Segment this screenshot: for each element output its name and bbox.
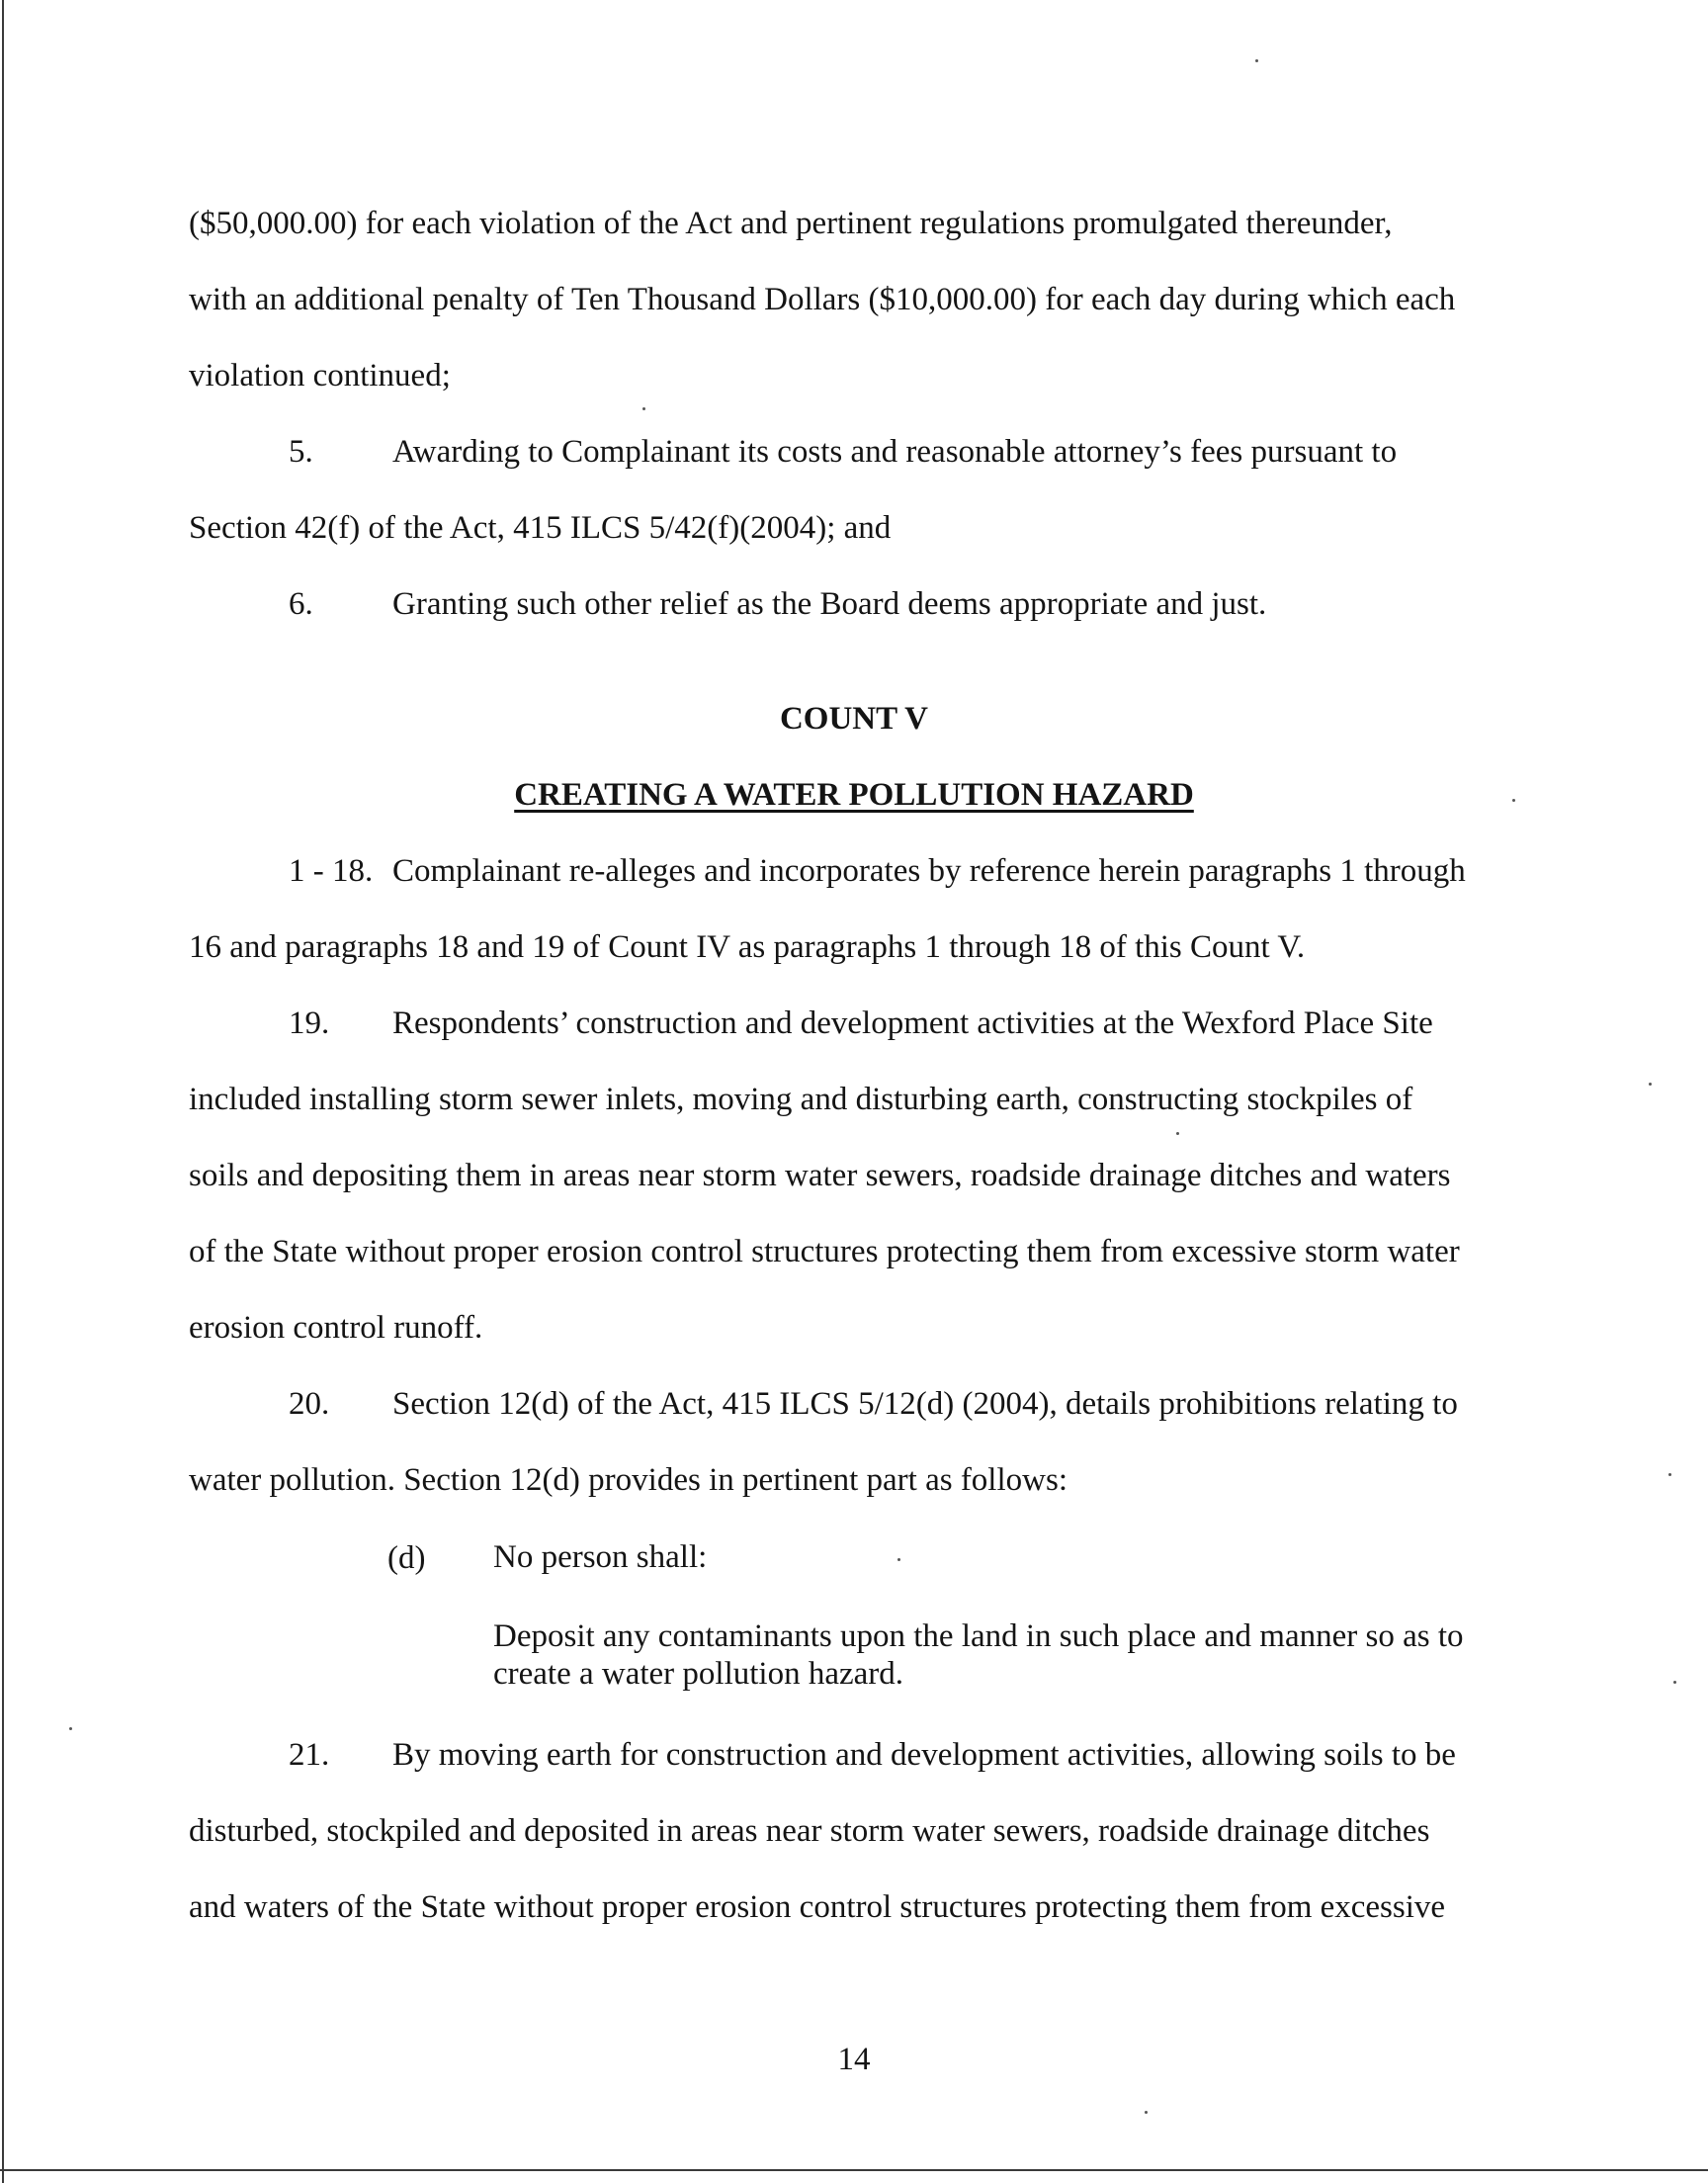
text-line: and waters of the State without proper erosion control structures protecting them from excessive: [189, 1889, 1446, 1925]
paragraph-number: 21.: [289, 1737, 330, 1773]
count-heading: COUNT V: [779, 701, 929, 737]
text-line: with an additional penalty of Ten Thousand Dollars ($10,000.00) for each day during which each: [189, 282, 1456, 317]
scan-speck: [1255, 59, 1258, 62]
text-line: Granting such other relief as the Board deems appropriate and just.: [392, 586, 1267, 622]
text-line: Complainant re-alleges and incorporates by reference herein paragraphs 1 through: [392, 853, 1466, 889]
text-line: Section 12(d) of the Act, 415 ILCS 5/12(d) (2004), details prohibitions relating to: [392, 1386, 1458, 1422]
page-number: 14: [837, 2042, 871, 2077]
text-line: Respondents’ construction and development activities at the Wexford Place Site: [392, 1005, 1433, 1041]
text-line: violation continued;: [189, 358, 451, 393]
text-line: 16 and paragraphs 18 and 19 of Count IV as paragraphs 1 through 18 of this Count V.: [189, 929, 1306, 965]
paragraph-number: 6.: [289, 586, 313, 622]
scan-speck: [1512, 799, 1515, 802]
scan-edge-left: [2, 0, 4, 2183]
quote-text: Deposit any contaminants upon the land in such place and manner so as to: [493, 1618, 1464, 1654]
text-line: included installing storm sewer inlets, moving and disturbing earth, constructing stockpiles of: [189, 1082, 1413, 1117]
scan-speck: [1668, 1473, 1671, 1476]
quote-text: create a water pollution hazard.: [493, 1656, 904, 1692]
paragraph-number: 19.: [289, 1005, 330, 1041]
scan-speck: [1176, 1132, 1179, 1135]
text-line: ($50,000.00) for each violation of the Act and pertinent regulations promulgated thereunder,: [189, 206, 1393, 241]
scan-speck: [897, 1558, 900, 1561]
text-line: of the State without proper erosion control structures protecting them from excessive storm water: [189, 1234, 1460, 1269]
text-line: Awarding to Complainant its costs and reasonable attorney’s fees pursuant to: [392, 434, 1398, 470]
count-title-text: CREATING A WATER POLLUTION HAZARD: [514, 777, 1194, 813]
scan-speck: [642, 407, 645, 410]
text-line: soils and depositing them in areas near storm water sewers, roadside drainage ditches and waters: [189, 1158, 1451, 1193]
count-title: [0, 775, 1708, 815]
quote-lead: No person shall:: [493, 1539, 708, 1575]
text-line: erosion control runoff.: [189, 1310, 483, 1346]
quote-label: (d): [387, 1540, 426, 1576]
text-line: Section 42(f) of the Act, 415 ILCS 5/42(f)(2004); and: [189, 510, 892, 546]
scan-speck: [69, 1727, 72, 1730]
paragraph-number: 20.: [289, 1386, 330, 1422]
paragraph-number: 5.: [289, 434, 313, 470]
scan-speck: [1649, 1083, 1652, 1086]
paragraph-number: 1 - 18.: [289, 853, 374, 889]
text-line: water pollution. Section 12(d) provides in pertinent part as follows:: [189, 1462, 1068, 1498]
scan-edge-bottom: [0, 2169, 1708, 2171]
text-line: By moving earth for construction and development activities, allowing soils to be: [392, 1737, 1456, 1773]
scan-speck: [1145, 2111, 1148, 2114]
text-line: disturbed, stockpiled and deposited in areas near storm water sewers, roadside drainage ditches: [189, 1813, 1430, 1849]
scan-speck: [1673, 1681, 1676, 1684]
